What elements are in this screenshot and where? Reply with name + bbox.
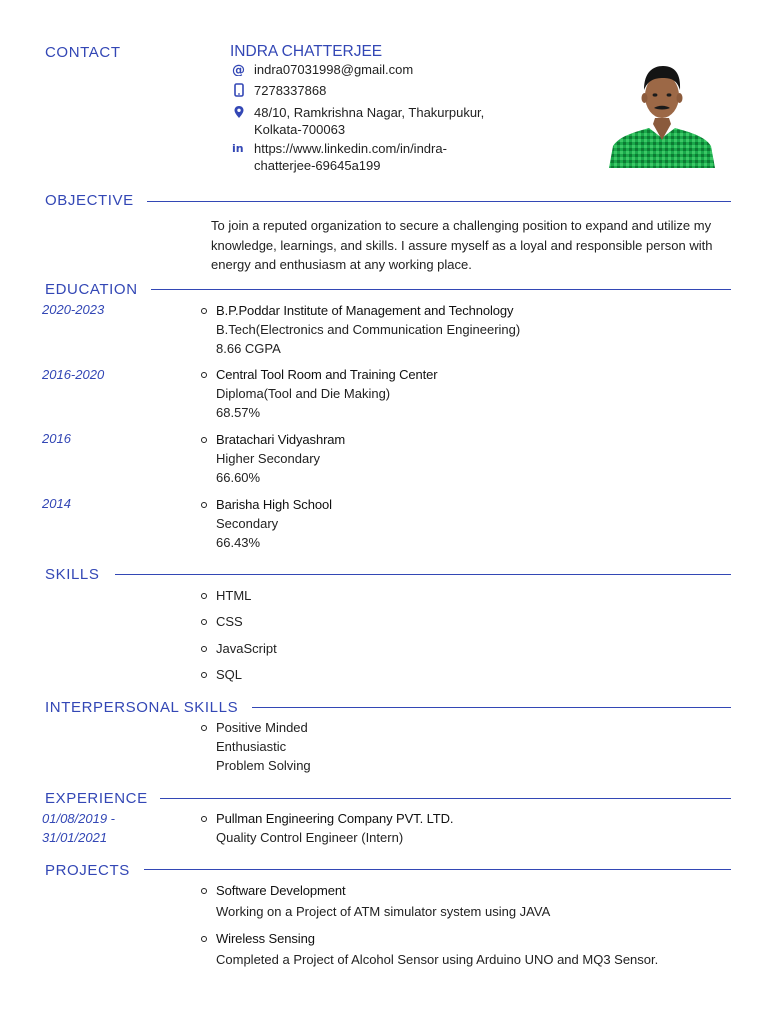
- school-name: B.P.Poddar Institute of Management and Technology: [216, 303, 514, 318]
- skills-divider: [115, 574, 731, 575]
- project-title: Software Development: [216, 883, 346, 898]
- linkedin-line-1[interactable]: https://www.linkedin.com/in/indra-: [254, 141, 447, 156]
- profile-photo: [605, 58, 719, 168]
- contact-heading: CONTACT: [45, 44, 121, 61]
- degree: Secondary: [216, 516, 279, 531]
- email-text[interactable]: indra07031998@gmail.com: [254, 62, 414, 77]
- bullet-icon: [201, 308, 207, 314]
- skill-label: CSS: [216, 614, 243, 629]
- project-description: Completed a Project of Alcohol Sensor using Arduino UNO and MQ3 Sensor.: [216, 952, 659, 967]
- experience-entry: [216, 809, 453, 847]
- interpersonal-item: Positive Minded: [216, 720, 308, 735]
- education-heading: EDUCATION: [45, 281, 138, 298]
- location-pin-icon: [232, 105, 246, 119]
- score: 8.66 CGPA: [216, 341, 281, 356]
- score: 66.43%: [216, 535, 261, 550]
- projects-heading: PROJECTS: [45, 862, 130, 879]
- interpersonal-skills-heading: INTERPERSONAL SKILLS: [45, 699, 239, 716]
- bullet-icon: [201, 888, 207, 894]
- projects-divider: [144, 869, 731, 870]
- bullet-icon: [201, 725, 207, 731]
- linkedin-line-2[interactable]: chatterjee-69645a199: [254, 158, 381, 173]
- objective-heading: OBJECTIVE: [45, 192, 134, 209]
- address-line-1: 48/10, Ramkrishna Nagar, Thakurpukur,: [254, 105, 485, 120]
- skill-label: SQL: [216, 667, 243, 682]
- interpersonal-item: Enthusiastic: [216, 739, 287, 754]
- experience-end-date: 31/01/2021: [42, 830, 108, 845]
- project-title: Wireless Sensing: [216, 931, 315, 946]
- skill-item: [216, 586, 251, 605]
- svg-text:in: in: [232, 142, 244, 155]
- bullet-icon: [201, 672, 207, 678]
- skill-item: [216, 639, 277, 658]
- interpersonal-item: Problem Solving: [216, 758, 311, 773]
- degree: Higher Secondary: [216, 451, 321, 466]
- experience-dates: [42, 809, 115, 847]
- interpersonal-list: [216, 718, 311, 775]
- education-years: 2014: [42, 496, 71, 511]
- skill-item: [216, 665, 242, 684]
- linkedin-icon: [232, 141, 246, 155]
- at-icon: [232, 62, 246, 76]
- project-description: Working on a Project of ATM simulator system using JAVA: [216, 904, 551, 919]
- degree: B.Tech(Electronics and Communication Engineering): [216, 322, 521, 337]
- bullet-icon: [201, 816, 207, 822]
- objective-divider: [147, 201, 731, 202]
- education-entry: [216, 430, 345, 487]
- objective-text: To join a reputed organization to secure a challenging position to expand and utilize my knowledge, learnings, and skills. I assure myself as a loyal and responsible person with energy and enthusiasm at any working place.: [211, 218, 713, 272]
- education-years: 2020-2023: [42, 302, 105, 317]
- project-entry: [216, 881, 550, 921]
- skill-label: JavaScript: [216, 641, 277, 656]
- svg-text:@: @: [232, 63, 245, 76]
- score: 66.60%: [216, 470, 261, 485]
- phone-text: 7278337868: [254, 83, 327, 98]
- school-name: Bratachari Vidyashram: [216, 432, 346, 447]
- bullet-icon: [201, 437, 207, 443]
- school-name: Barisha High School: [216, 497, 332, 512]
- education-years: 2016-2020: [42, 367, 105, 382]
- company-name: Pullman Engineering Company PVT. LTD.: [216, 811, 454, 826]
- experience-heading: EXPERIENCE: [45, 790, 148, 807]
- address-line-2: Kolkata-700063: [254, 122, 346, 137]
- bullet-icon: [201, 936, 207, 942]
- education-entry: [216, 495, 332, 552]
- score: 68.57%: [216, 405, 261, 420]
- education-divider: [151, 289, 731, 290]
- bullet-icon: [201, 372, 207, 378]
- interpersonal-divider: [252, 707, 731, 708]
- education-years: 2016: [42, 431, 71, 446]
- bullet-icon: [201, 619, 207, 625]
- education-entry: [216, 365, 438, 422]
- project-entry: [216, 929, 658, 969]
- candidate-name: INDRA CHATTERJEE: [230, 43, 383, 60]
- education-entry: [216, 301, 520, 358]
- bullet-icon: [201, 593, 207, 599]
- experience-divider: [160, 798, 731, 799]
- address-text: [254, 104, 504, 138]
- bullet-icon: [201, 502, 207, 508]
- school-name: Central Tool Room and Training Center: [216, 367, 438, 382]
- skill-label: HTML: [216, 588, 252, 603]
- job-role: Quality Control Engineer (Intern): [216, 830, 404, 845]
- linkedin-link[interactable]: [254, 140, 504, 174]
- degree: Diploma(Tool and Die Making): [216, 386, 391, 401]
- skill-item: [216, 612, 243, 631]
- skills-heading: SKILLS: [45, 566, 100, 583]
- bullet-icon: [201, 646, 207, 652]
- experience-start-date: 01/08/2019 -: [42, 811, 116, 826]
- phone-icon: [232, 83, 246, 97]
